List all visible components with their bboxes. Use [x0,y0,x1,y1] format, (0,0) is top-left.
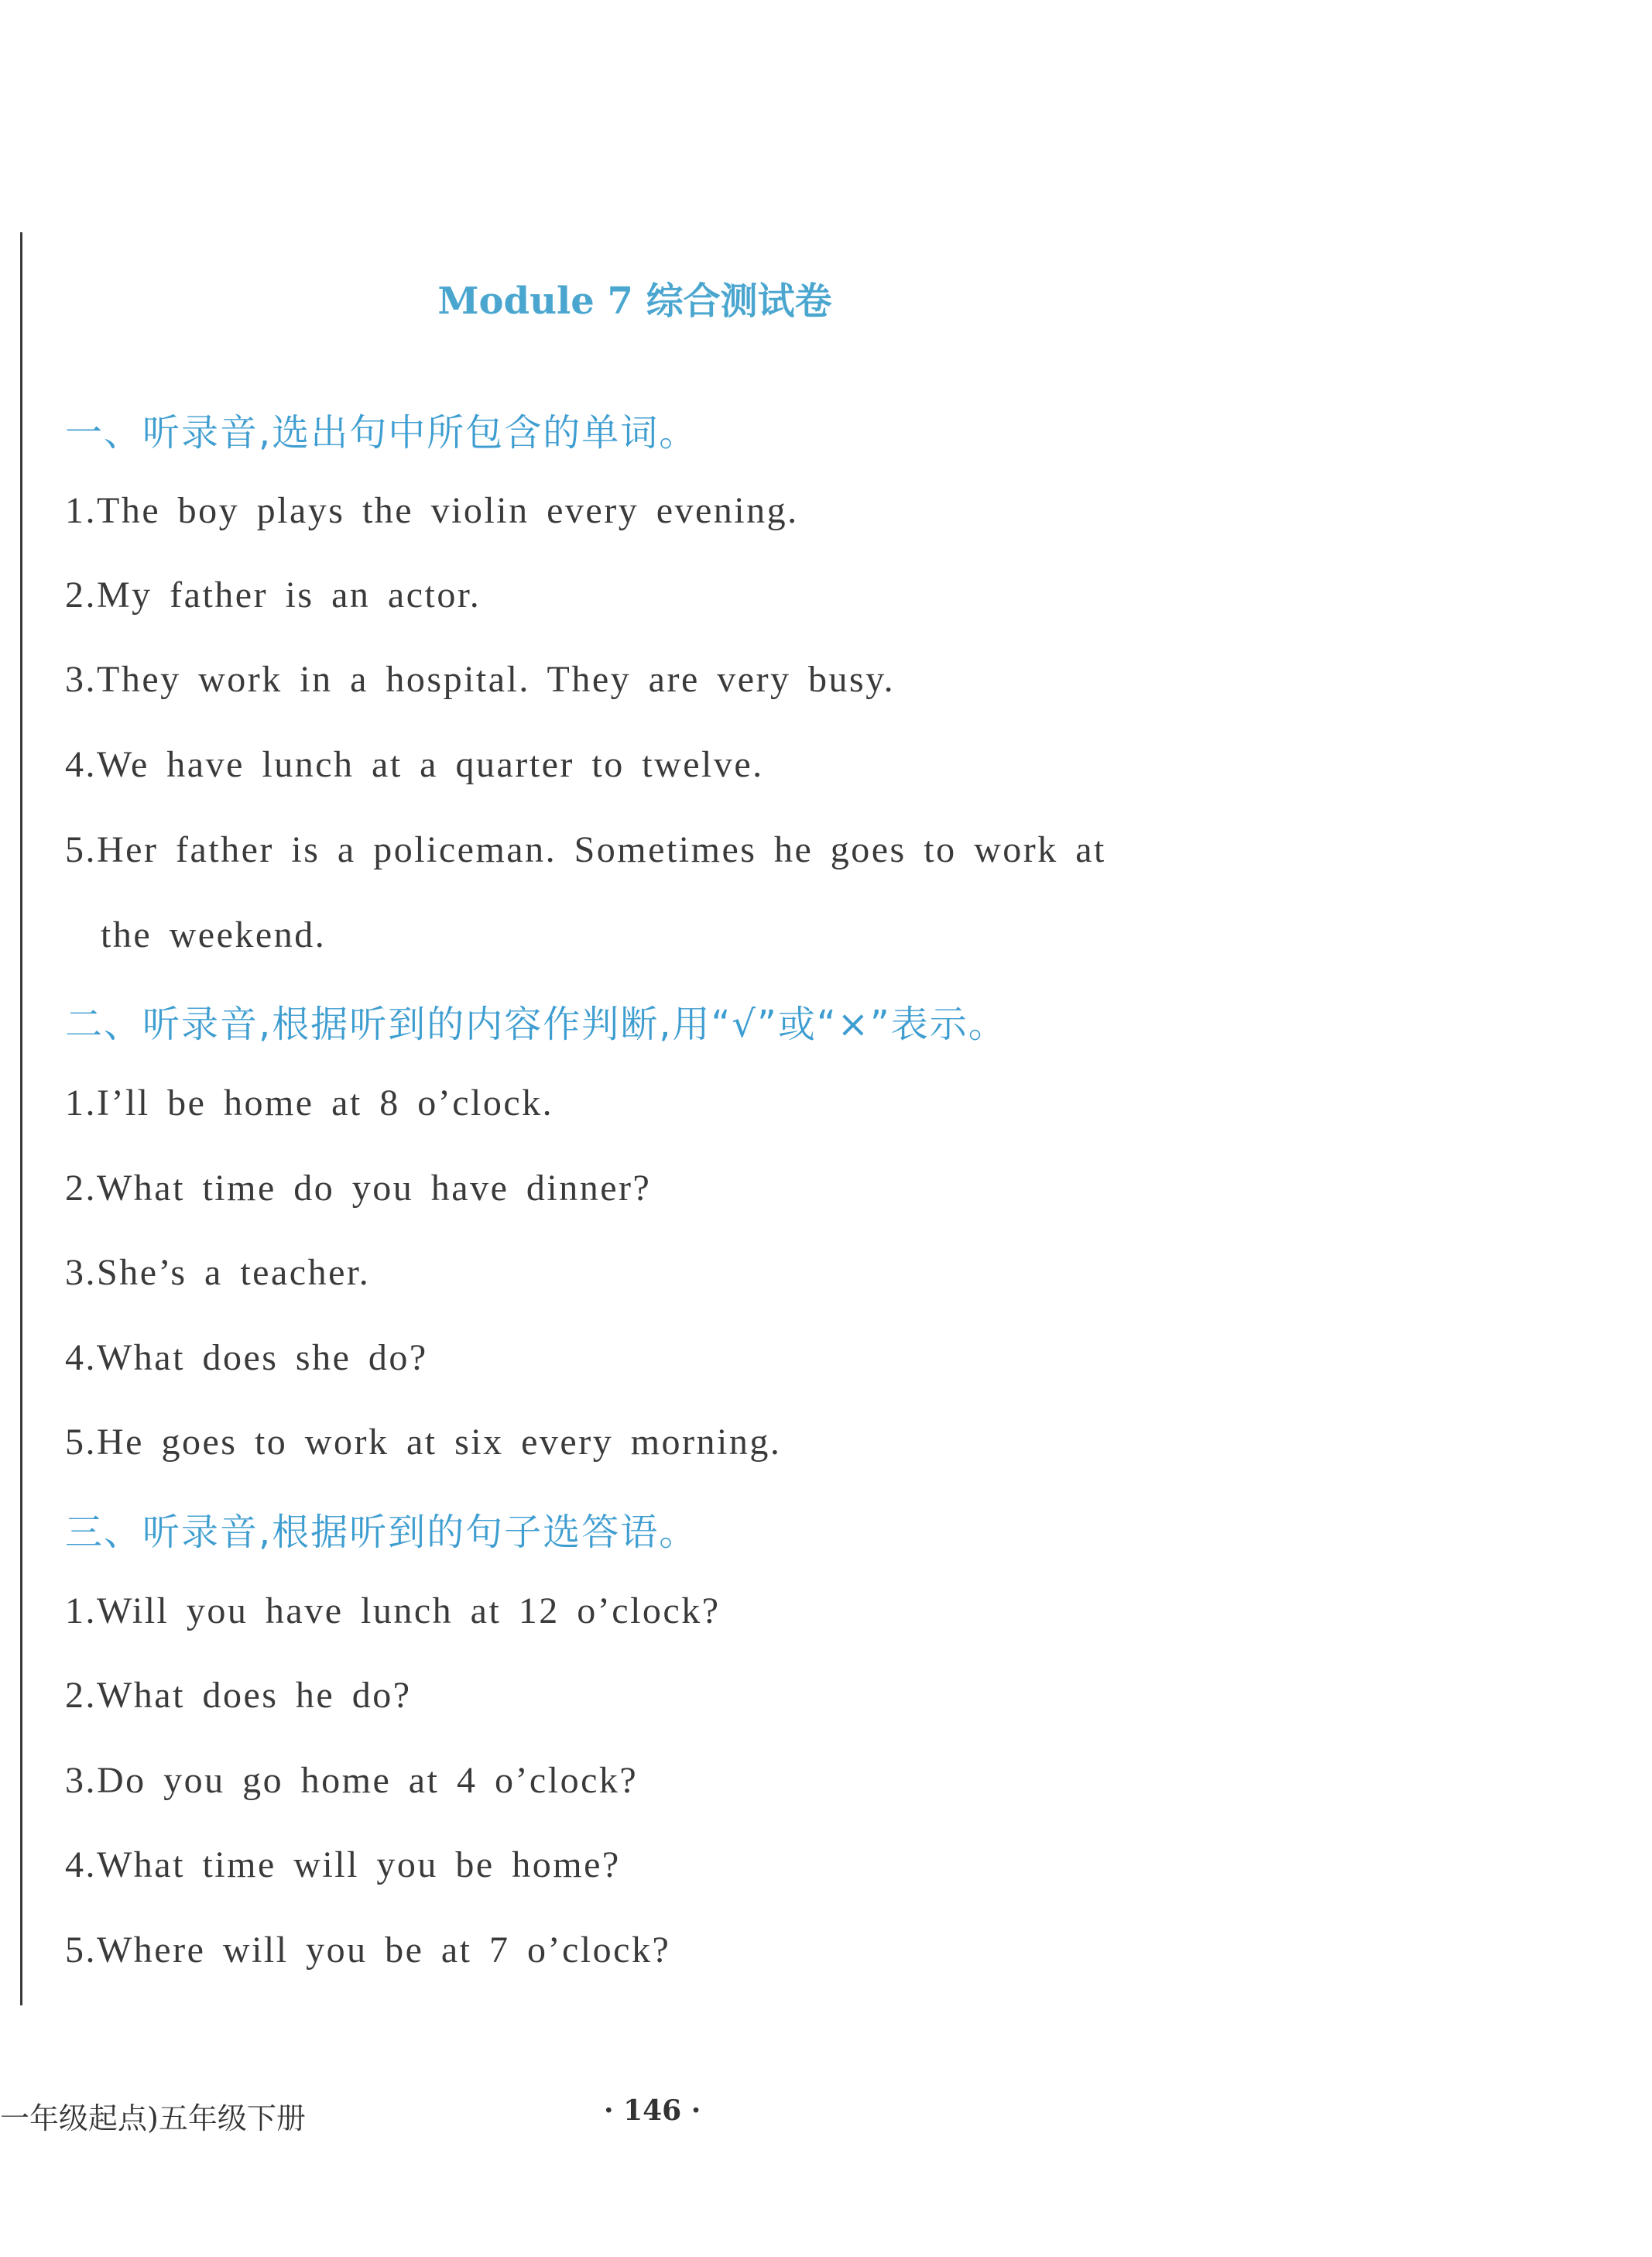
section-2-item-5: 5.He goes to work at six every morning. [65,1422,782,1463]
section-1-item-2: 2.My father is an actor. [65,575,482,616]
section-2-item-1: 1.I’ll be home at 8 o’clock. [65,1082,554,1123]
section-2-item-2: 2.What time do you have dinner? [65,1168,652,1209]
section-1-item-1: 1.The boy plays the violin every evening. [65,490,799,531]
section-heading-3: 三、听录音,根据听到的句子选答语。 [65,1511,698,1554]
footer-book-label: 一年级起点)五年级下册 [0,2101,306,2135]
section-heading-2: 二、听录音,根据听到的内容作判断,用“√”或“×”表示。 [65,1003,1007,1046]
section-3-item-4: 4.What time will you be home? [65,1844,621,1885]
section-3-item-1: 1.Will you have lunch at 12 o’clock? [65,1590,721,1631]
section-2-item-3: 3.She’s a teacher. [65,1252,371,1293]
section-1-item-5-continued: the weekend. [101,914,327,955]
section-3-item-5: 5.Where will you be at 7 o’clock? [65,1929,671,1971]
margin-rule [20,232,22,2005]
page-title: Module 7 综合测试卷 [437,280,832,323]
section-1-item-4: 4.We have lunch at a quarter to twelve. [65,744,764,785]
page-number: · 146 · [604,2094,701,2127]
section-1-item-5: 5.Her father is a policeman. Sometimes he goes to work at [65,829,1106,870]
section-heading-1: 一、听录音,选出句中所包含的单词。 [65,411,698,454]
section-3-item-2: 2.What does he do? [65,1675,412,1716]
section-1-item-3: 3.They work in a hospital. They are very busy. [65,659,896,700]
section-3-item-3: 3.Do you go home at 4 o’clock? [65,1760,639,1801]
section-2-item-4: 4.What does she do? [65,1337,428,1378]
